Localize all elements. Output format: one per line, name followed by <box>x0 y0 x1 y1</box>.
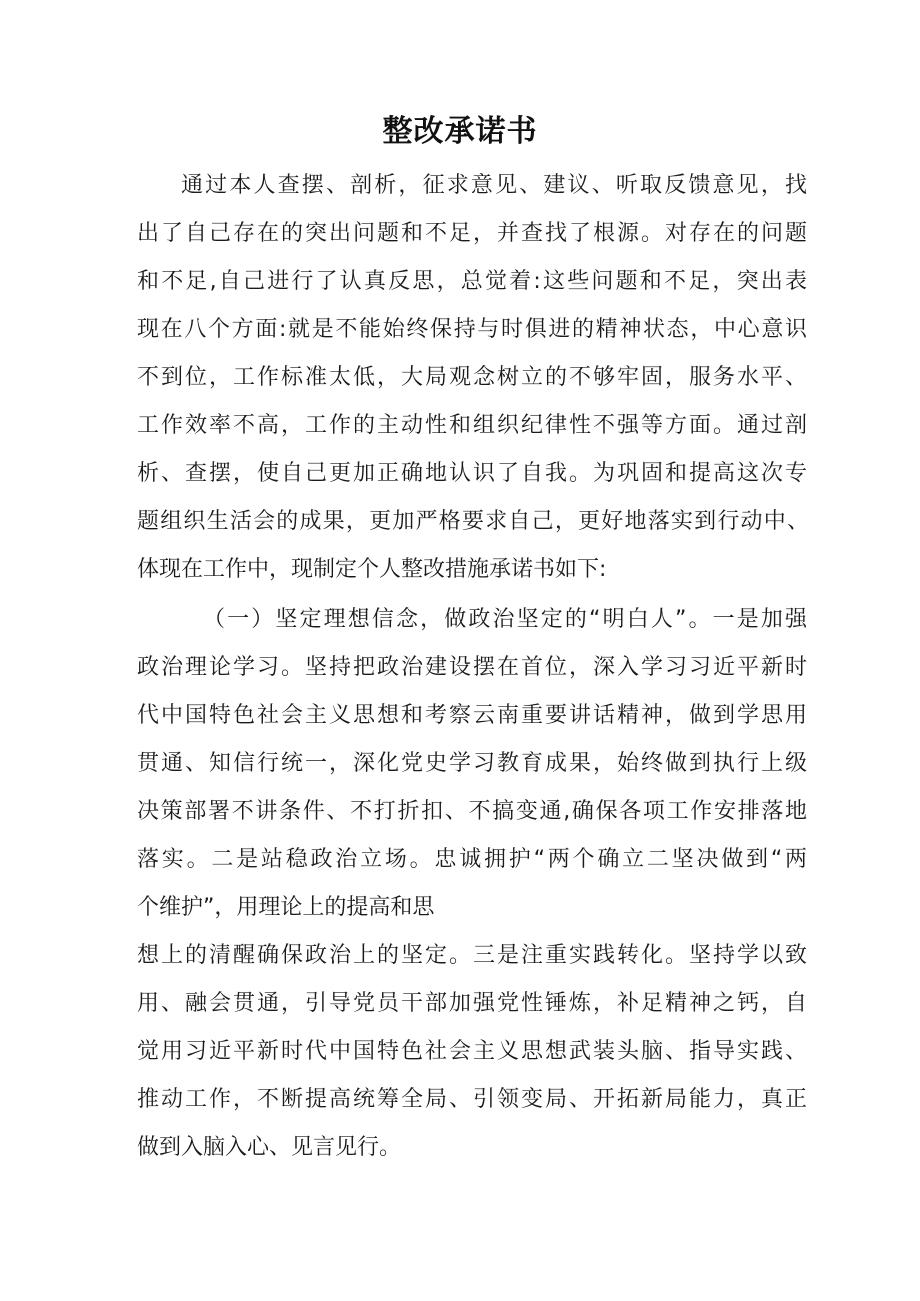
text-line: 想上的清醒确保政治上的坚定。三是注重实践转化。坚持学以致 <box>137 943 807 968</box>
text-line: 做到入脑入心、见言见行。 <box>137 1135 402 1160</box>
text-line: 通过本人查摆、剖析，征求意见、建议、听取反馈意见，找 <box>181 173 807 198</box>
text-line: 现在八个方面:就是不能始终保持与时俱进的精神状态，中心意识 <box>137 317 807 342</box>
text-line: 工作效率不高，工作的主动性和组织纪律性不强等方面。通过剖 <box>137 413 807 438</box>
text-line: 贯通、知信行统一，深化党史学习教育成果，始终做到执行上级 <box>137 751 807 776</box>
text-line: 决策部署不讲条件、不打折扣、不搞变通,确保各项工作安排落地 <box>137 799 807 824</box>
text-line: 落实。二是站稳政治立场。忠诚拥护“两个确立二坚决做到“两 <box>137 847 808 872</box>
text-line: 出了自己存在的突出问题和不足，并查找了根源。对存在的问题 <box>137 221 807 246</box>
text-line: （一）坚定理想信念，做政治坚定的“明白人”。一是加强 <box>203 607 807 632</box>
text-line: 不到位，工作标准太低，大局观念树立的不够牢固，服务水平、 <box>137 365 807 390</box>
text-line: 用、融会贯通，引导党员干部加强党性锤炼，补足精神之钙，自 <box>137 991 807 1016</box>
text-line: 和不足,自己进行了认真反思，总觉着:这些问题和不足，突出表 <box>137 269 807 294</box>
text-line: 析、查摆，使自己更加正确地认识了自我。为巩固和提高这次专 <box>137 461 807 486</box>
text-line: 体现在工作中，现制定个人整改措施承诺书如下: <box>137 557 607 582</box>
text-line: 推动工作，不断提高统筹全局、引领变局、开拓新局能力，真正 <box>137 1087 807 1112</box>
document-title: 整改承诺书 <box>382 114 538 149</box>
text-line: 政治理论学习。坚持把政治建设摆在首位，深入学习习近平新时 <box>137 655 807 680</box>
text-line: 个维护”，用理论上的提高和思 <box>137 895 435 920</box>
text-line: 题组织生活会的成果，更加严格要求自己，更好地落实到行动中、 <box>137 509 809 534</box>
text-line: 代中国特色社会主义思想和考察云南重要讲话精神，做到学思用 <box>137 703 807 728</box>
text-line: 觉用习近平新时代中国特色社会主义思想武装头脑、指导实践、 <box>137 1039 807 1064</box>
